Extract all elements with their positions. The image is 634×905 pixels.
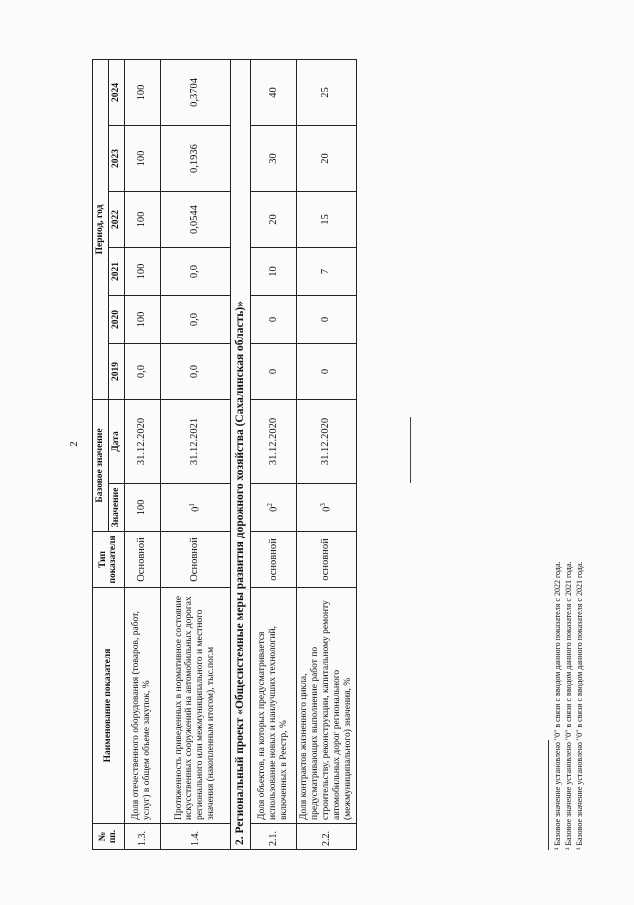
year-value: 100: [124, 248, 160, 296]
year-value: 100: [124, 192, 160, 248]
year-value: 0,3704: [160, 59, 230, 125]
base-value-text: 100: [136, 499, 148, 516]
indicator-type: основной: [297, 532, 357, 588]
year-value: 0,0: [160, 296, 230, 344]
year-value: 0: [251, 296, 297, 344]
section-title: 2. Региональный проект «Общесистемные меры развития дорожного хозяйства (Сахалинская область)»: [230, 59, 250, 849]
indicator-name: Протяженность приведенных в нормативное состояние искусственных сооружений на автомобильных дорогах регионального или межмуниципального и местного значения (накопленным итогом), тыс.пог.м: [160, 588, 230, 824]
year-value: 0,1936: [160, 126, 230, 192]
col-year-header: 2024: [108, 59, 124, 125]
indicator-name: Доля объектов, на которых предусматривается использование новых и наилучших технологий, включенных в Реестр, %: [251, 588, 297, 824]
year-value: 0: [297, 296, 357, 344]
table-row: [160, 59, 230, 849]
footnote: ¹ Базовое значение установлено "0" в связи с вводом данного показателя с 2022 года.: [553, 561, 562, 850]
row-number: 1.3.: [124, 824, 160, 850]
footnote-ref: 3: [319, 503, 328, 507]
base-date: 31.12.2020: [297, 400, 357, 484]
base-value: [251, 484, 297, 532]
year-value: 25: [297, 59, 357, 125]
base-value-text: 0: [321, 506, 333, 512]
base-date: 31.12.2020: [251, 400, 297, 484]
table-row: [251, 59, 297, 849]
page-number: 2: [68, 441, 80, 447]
year-value: 100: [124, 296, 160, 344]
col-no-header: № пп.: [93, 824, 125, 850]
base-value-text: 0: [190, 506, 202, 512]
indicator-type: Основной: [124, 532, 160, 588]
indicator-type: основной: [251, 532, 297, 588]
row-number: 1.4.: [160, 824, 230, 850]
col-base-value-header: Значение: [108, 484, 124, 532]
year-value: 20: [251, 192, 297, 248]
footnote: ³ Базовое значение установлено "0" в связи с вводом данного показателя с 2021 года.: [574, 561, 584, 850]
base-value-text: 0: [268, 506, 280, 512]
base-date: 31.12.2020: [124, 400, 160, 484]
col-type-header: Тип показателя: [93, 532, 125, 588]
footnote-divider: [548, 740, 549, 850]
base-date: 31.12.2021: [160, 400, 230, 484]
col-period-header: Период, год: [93, 59, 109, 399]
year-value: 0,0544: [160, 192, 230, 248]
year-value: 0,0: [160, 344, 230, 400]
year-value: 20: [297, 126, 357, 192]
base-value: [297, 484, 357, 532]
footnotes: [548, 410, 628, 850]
year-value: 30: [251, 126, 297, 192]
row-number: 2.2.: [297, 824, 357, 850]
col-year-header: 2020: [108, 296, 124, 344]
year-value: 7: [297, 248, 357, 296]
col-name-header: Наименование показателя: [93, 588, 125, 824]
col-year-header: 2023: [108, 126, 124, 192]
col-base-header: Базовое значение: [93, 400, 109, 532]
indicator-type: Основной: [160, 532, 230, 588]
year-value: 0: [251, 344, 297, 400]
col-year-header: 2022: [108, 192, 124, 248]
year-value: 40: [251, 59, 297, 125]
year-value: 0,0: [124, 344, 160, 400]
table-row: [124, 59, 160, 849]
footnote-ref: 1: [188, 503, 197, 507]
base-value: [124, 484, 160, 532]
year-value: 10: [251, 248, 297, 296]
year-value: 0: [297, 344, 357, 400]
section-row: [230, 59, 250, 849]
table-row: [297, 59, 357, 849]
footnote: ² Базовое значение установлено "0" в связи с вводом данного показателя с 2021 года.: [563, 561, 573, 850]
indicator-name: Доля контрактов жизненного цикла, предусматривающих выполнение работ по строительству, реконструкции, капитальному ремонту автомобильных дорог регионального (межмуниципального) значения, %: [297, 588, 357, 824]
year-value: 100: [124, 126, 160, 192]
year-value: 15: [297, 192, 357, 248]
indicators-table: [92, 59, 357, 850]
base-value: [160, 484, 230, 532]
year-value: 0,0: [160, 248, 230, 296]
row-number: 2.1.: [251, 824, 297, 850]
col-base-date-header: Дата: [108, 400, 124, 484]
col-year-header: 2021: [108, 248, 124, 296]
year-value: 100: [124, 59, 160, 125]
col-year-header: 2019: [108, 344, 124, 400]
indicators-table-rotated: [92, 60, 353, 850]
indicator-name: Доля отечественного оборудования (товаров, работ, услуг) в общем объеме закупок, %: [124, 588, 160, 824]
separator-line: [410, 417, 411, 483]
header-row-1: [93, 59, 109, 849]
footnote-ref: 2: [266, 503, 275, 507]
